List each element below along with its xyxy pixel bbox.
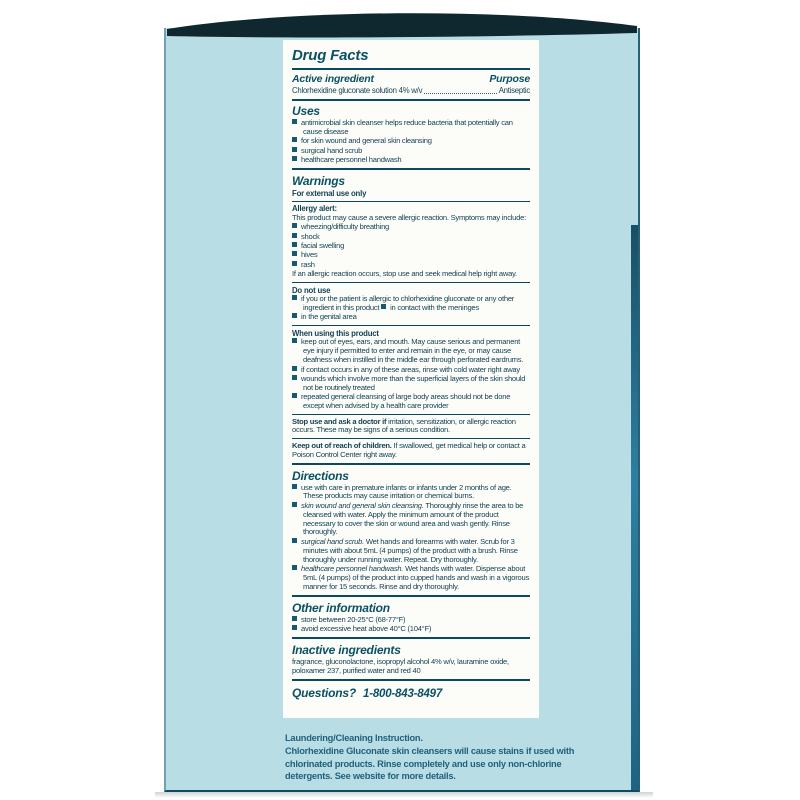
directions-item-lead: skin wound and general skin cleansing. — [301, 500, 424, 510]
questions-heading: Questions? — [292, 685, 357, 700]
when-using-item-text: keep out of eyes, ears, and mouth. May cause serious and permanent eye injury if permitted to enter and remain in the eye, or may cause deafness when instilled in the middle ear through perforated eardrums. — [301, 337, 524, 365]
laundering-note — [285, 732, 577, 783]
bullet-square-icon — [292, 137, 297, 142]
directions-item — [292, 565, 530, 592]
dot-leader — [424, 93, 496, 94]
box-side-edge — [631, 225, 638, 790]
questions-phone: 1-800-843-8497 — [363, 687, 443, 700]
when-using-item-text: if contact occurs in any of these areas, rinse with cold water right away — [301, 364, 520, 374]
directions-item-text: use with care in premature infants or infants under 2 months of age. These products may cause irritation or chemical burns. — [301, 482, 512, 501]
directions-item-text: Wet hands and forearms with water. Scrub for 3 minutes with about 5mL (4 pumps) of the product with a brush. Rinse thoroughly under running water. Repeat. Dry thoroughly. — [303, 536, 518, 564]
section-rule — [292, 99, 530, 101]
bullet-square-icon — [292, 538, 297, 543]
section-rule — [292, 679, 530, 681]
allergy-item-text: rash — [301, 259, 315, 269]
bullet-square-icon — [292, 261, 297, 266]
section-rule — [292, 463, 530, 465]
other-information-item-text: store between 20-25°C (68-77°F) — [301, 614, 406, 624]
allergy-item-text: hives — [301, 250, 318, 260]
bullet-square-icon — [292, 251, 297, 256]
allergy-item — [292, 223, 530, 232]
other-information-item — [292, 625, 530, 634]
uses-heading: Uses — [292, 104, 320, 118]
stop-use-lead: Stop use and ask a doctor if — [292, 416, 387, 426]
bullet-square-icon — [292, 502, 297, 507]
do-not-use-item — [292, 313, 530, 322]
box-drop-shadow — [155, 792, 653, 798]
do-not-use-item-text: in the genital area — [301, 312, 357, 322]
section-rule — [292, 68, 530, 70]
when-using-heading: When using this product — [292, 328, 379, 338]
directions-item — [292, 484, 530, 502]
sub-rule — [292, 325, 530, 326]
allergy-item — [292, 251, 530, 260]
uses-item-text: healthcare personnel handwash — [301, 155, 402, 164]
bullet-square-icon — [292, 375, 297, 380]
bullet-square-icon — [292, 366, 297, 371]
bullet-square-icon — [292, 223, 297, 228]
box-top-flap — [164, 6, 640, 38]
bullet-square-icon — [292, 295, 297, 300]
when-using-item — [292, 393, 530, 411]
bullet-square-icon — [292, 313, 297, 318]
directions-item — [292, 502, 530, 538]
section-rule — [292, 637, 530, 639]
allergy-alert-heading: Allergy alert: — [292, 204, 337, 214]
uses-item-text: antimicrobial skin cleanser helps reduce bacteria that potentially can cause disease — [301, 118, 513, 136]
when-using-item-text: repeated general cleansing of large body areas should not be done except when advised by a health care provider — [301, 392, 511, 411]
bullet-square-icon — [292, 625, 297, 630]
bullet-square-icon — [292, 616, 297, 621]
do-not-use-item-text: if you or the patient is allergic to chlorhexidine gluconate or any other ingredient in this product — [301, 294, 515, 313]
active-ingredient-line — [292, 86, 530, 95]
allergy-item-text: wheezing/difficulty breathing — [301, 222, 390, 232]
inactive-ingredients-heading: Inactive ingredients — [292, 642, 401, 657]
do-not-use-item-text: in contact with the meninges — [390, 303, 479, 313]
directions-heading: Directions — [292, 468, 349, 483]
directions-item-text: Thoroughly rinse the area to be cleansed with water. Apply the minimum amount of the product necessary to cover the skin or wound area and wash gently. Rinse thoroughly. — [303, 500, 524, 537]
sub-rule — [292, 201, 530, 202]
allergy-item-text: facial swelling — [301, 241, 345, 251]
stop-use-rest: irritation, sensitization, or allergic reaction occurs. These may be signs of a serious condition. — [292, 416, 516, 435]
bullet-square-icon — [292, 338, 297, 343]
do-not-use-item — [292, 295, 530, 313]
questions-row — [292, 685, 530, 701]
keep-out-rest: If swallowed, get medical help or contact a Poison Control Center right away. — [292, 440, 526, 459]
directions-item-lead: surgical hand scrub. — [301, 536, 364, 546]
bullet-square-icon — [292, 147, 297, 152]
allergy-item-text: shock — [301, 231, 320, 241]
bullet-square-icon — [292, 242, 297, 247]
uses-item — [292, 119, 530, 137]
active-ingredient-header — [292, 73, 530, 85]
bullet-square-icon — [292, 233, 297, 238]
allergy-intro: This product may cause a severe allergic reaction. Symptoms may include: — [292, 212, 526, 222]
uses-item — [292, 156, 530, 165]
sub-rule — [292, 282, 530, 283]
uses-item-text: for skin wound and general skin cleansing — [301, 136, 432, 146]
sub-rule — [292, 438, 530, 439]
bullet-square-icon — [292, 156, 297, 161]
active-ingredient-heading: Active ingredient — [292, 73, 374, 85]
purpose-heading: Purpose — [489, 73, 530, 85]
directions-item-text: Wet hands with water. Dispense about 5mL (4 pumps) of the product into cupped hands and wash in a vigorous manner for 15 seconds. Rinse and dry thoroughly. — [303, 563, 530, 591]
external-use-note: For external use only — [292, 188, 367, 198]
other-information-heading: Other information — [292, 600, 390, 615]
keep-out-note — [292, 442, 530, 460]
inactive-ingredients-text: fragrance, gluconolactone, isopropyl alcohol 4% w/v, lauramine oxide, poloxamer 237, purified water and red 40 — [292, 656, 509, 675]
when-using-item — [292, 375, 530, 393]
allergy-item — [292, 242, 530, 251]
bullet-square-icon — [381, 304, 386, 309]
allergy-outro: If an allergic reaction occurs, stop use and seek medical help right away. — [292, 269, 517, 279]
purpose-value: Antiseptic — [498, 86, 530, 95]
bullet-square-icon — [292, 393, 297, 398]
stop-use-note — [292, 418, 530, 436]
directions-item — [292, 538, 530, 565]
drug-facts-panel — [283, 40, 539, 718]
drug-facts-title: Drug Facts — [292, 47, 369, 64]
bullet-square-icon — [292, 484, 297, 489]
other-information-item-text: avoid excessive heat above 40°C (104°F) — [301, 623, 432, 633]
when-using-item — [292, 338, 530, 365]
when-using-item-text: wounds which involve more than the superficial layers of the skin should not be routinely treated — [301, 373, 526, 392]
bullet-square-icon — [292, 565, 297, 570]
product-box — [164, 6, 640, 792]
sub-rule — [292, 414, 530, 415]
section-rule — [292, 168, 530, 170]
directions-item-lead: healthcare personnel handwash. — [301, 563, 404, 573]
active-ingredient-value: Chlorhexidine gluconate solution 4% w/v — [292, 86, 423, 95]
laundering-title: Laundering/Cleaning Instruction. — [285, 733, 423, 743]
warnings-heading: Warnings — [292, 173, 345, 188]
uses-item-text: surgical hand scrub — [301, 145, 363, 155]
do-not-use-heading: Do not use — [292, 285, 331, 295]
section-rule — [292, 595, 530, 597]
laundering-body: Chlorhexidine Gluconate skin cleansers will cause stains if used with chlorinated products. Rinse completely and use only non-chlorine detergents. See website for more details. — [285, 745, 575, 782]
keep-out-lead: Keep out of reach of children. — [292, 440, 392, 450]
bullet-square-icon — [292, 119, 297, 124]
